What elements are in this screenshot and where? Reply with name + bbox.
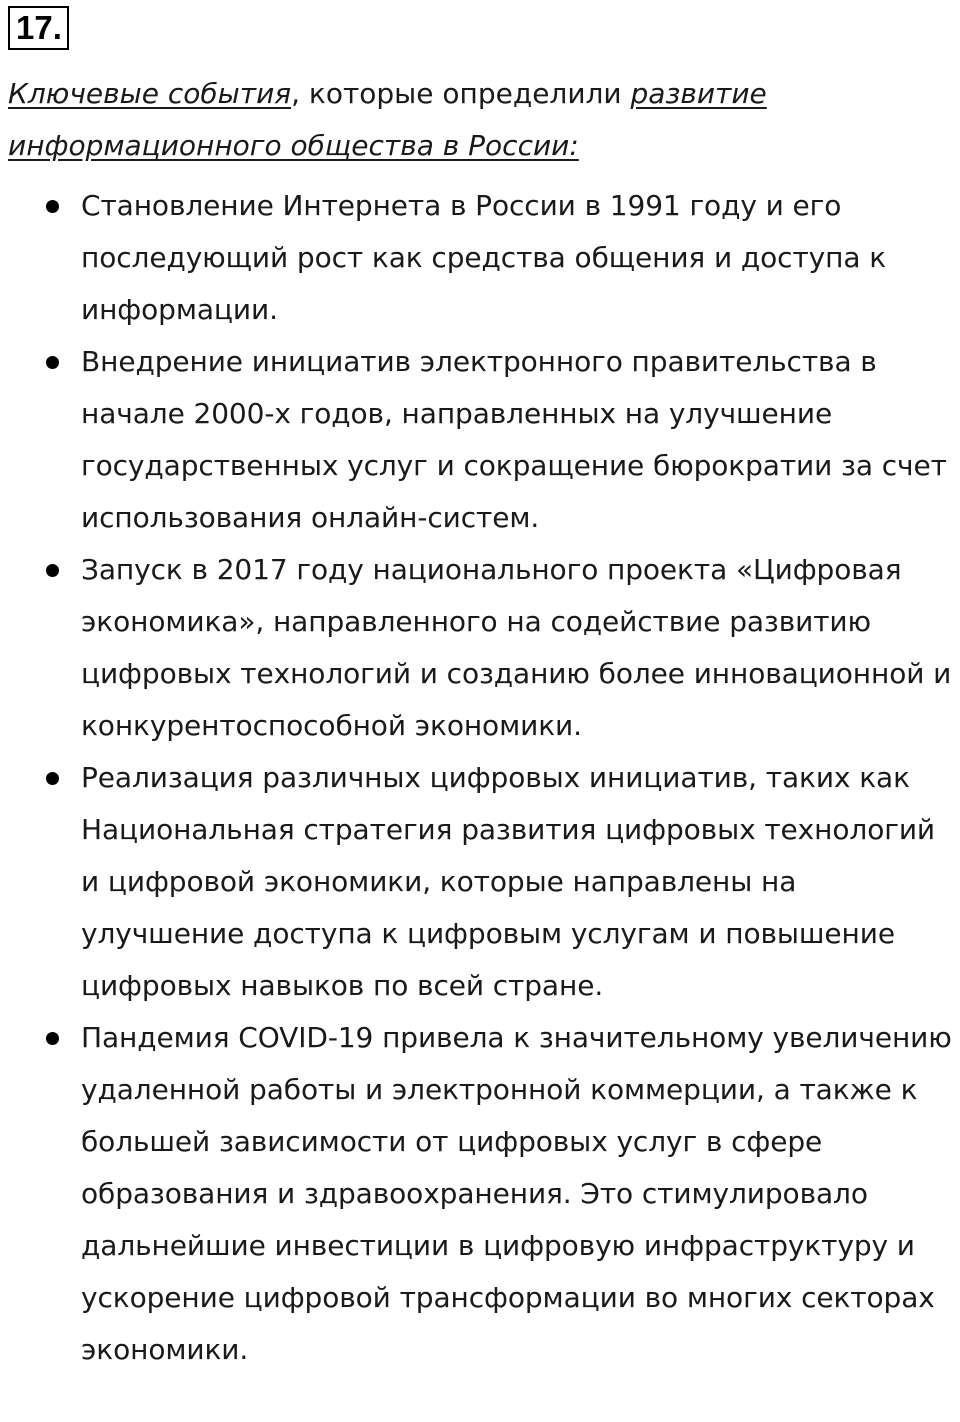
task-number-badge: 17. bbox=[8, 6, 69, 50]
list-item bbox=[0, 752, 960, 1012]
list-item bbox=[0, 180, 960, 336]
bullet-dot-icon bbox=[46, 772, 59, 785]
list-item-text: Пандемия COVID-19 привела к значительному увеличению удаленной работы и электронной коммерции, а также к большей зависимости от цифровых услуг в сфере образования и здравоохранения. Это стимулировало дальнейшие инвестиции в цифровую инфраструктуру и ускорение цифровой трансформации во многих секторах экономики. bbox=[81, 1021, 952, 1366]
bullet-dot-icon bbox=[46, 1032, 59, 1045]
key-events-list bbox=[0, 180, 960, 1376]
bullet-dot-icon bbox=[46, 200, 59, 213]
list-item-text: Внедрение инициатив электронного правительства в начале 2000-х годов, направленных на улучшение государственных услуг и сокращение бюрократии за счет использования онлайн-систем. bbox=[81, 345, 947, 534]
intro-key-events: Ключевые события bbox=[8, 77, 292, 110]
bullet-dot-icon bbox=[46, 356, 59, 369]
intro-connector: , которые определили bbox=[291, 77, 631, 110]
list-item-text: Становление Интернета в России в 1991 году и его последующий рост как средства общения и доступа к информации. bbox=[81, 189, 887, 326]
list-item-text: Реализация различных цифровых инициатив, таких как Национальная стратегия развития цифровых технологий и цифровой экономики, которые направлены на улучшение доступа к цифровым услугам и повышение цифровых навыков по всей стране. bbox=[81, 761, 936, 1002]
intro-development-topic: развитие информационного общества в России: bbox=[8, 77, 767, 162]
list-item bbox=[0, 336, 960, 544]
list-item bbox=[0, 1012, 960, 1376]
bullet-dot-icon bbox=[46, 564, 59, 577]
list-item-text: Запуск в 2017 году национального проекта «Цифровая экономика», направленного на содействие развитию цифровых технологий и созданию более инновационной и конкурентоспособной экономики. bbox=[81, 553, 952, 742]
list-item bbox=[0, 544, 960, 752]
intro-heading bbox=[8, 68, 948, 172]
